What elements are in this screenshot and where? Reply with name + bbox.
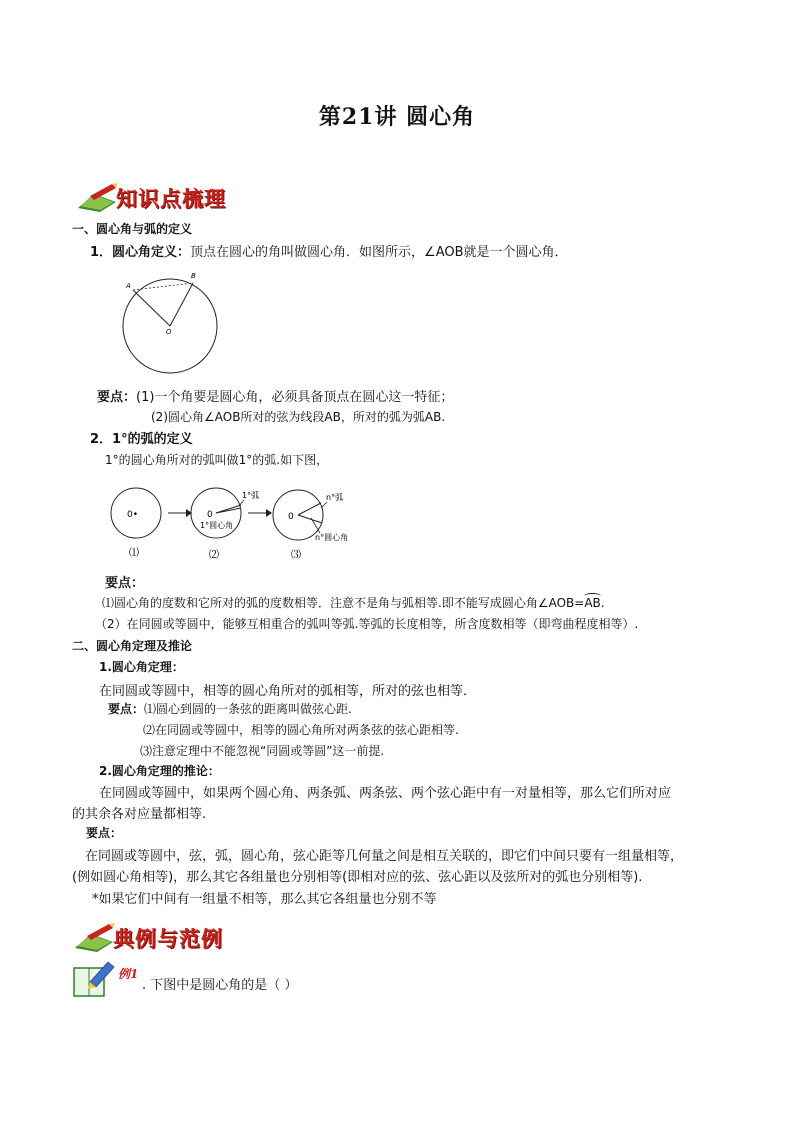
key-label: 要点： [97,390,137,405]
notebook-pencil-icon [72,960,116,998]
theorem-text: 在同圆或等圆中，相等的圆心角所对的弧相等，所对的弦也相等． [99,684,477,699]
theorem-key-3: ⑶注意定理中不能忽视“同圆或等圆”这一前提. [140,744,385,758]
key-3: ⑴圆心角的度数和它所对的弧的度数相等．注意不是角与弧相等.即不能写成圆心角∠AOB= [102,596,585,610]
page-title: 第21讲 圆心角 [318,104,476,130]
corollary-key-3: *如果它们中间有一组量不相等，那么其它各组量也分别不等 [92,892,437,907]
examples-banner [73,920,263,952]
circle3-arc-label: n°弧 [326,493,344,502]
pen-book-icon [76,182,118,212]
section1-heading: 一、圆心角与弧的定义 [72,222,193,236]
arc-ab: AB [584,596,600,610]
label-a: A [126,282,131,290]
key-1: (1)一个角要是圆心角，必须具备顶点在圆心这一特征； [136,390,454,405]
caption-1: ⑴ [129,548,139,559]
key-4: （2）在同圆或等圆中，能够互相重合的弧叫等弧.等弧的长度相等，所含度数相等（即弯曲程度相等）. [95,617,639,631]
key-line-1 [97,386,453,405]
theorem-key-2: ⑵在同圆或等圆中，相等的圆心角所对两条弦的弦心距相等. [143,723,459,737]
circle3-angle-label: n°圆心角 [315,533,349,542]
circle2-angle-label: 1°圆心角 [200,521,234,530]
corollary-text-1: 在同圆或等圆中，如果两个圆心角、两条弧、两条弦、两个弦心距中有一对量相等，那么它们所对应 [99,786,672,801]
knowledge-banner-title: 知识点梳理 [116,187,226,211]
example-1 [72,960,472,1000]
section2-heading: 二、圆心角定理及推论 [72,639,193,653]
circle3-center-label: 0 [288,512,294,522]
example-label: 例1 [118,967,139,981]
corollary-label: 2.圆心角定理的推论： [99,764,220,778]
circle1-center-label: 0• [127,510,139,520]
corollary-key-1: 在同圆或等圆中，弦，弧，圆心角，弦心距等几何量之间是相互关联的，即它们中间只要有一组量相等， [85,849,684,864]
knowledge-banner [76,180,256,212]
pen-book-icon [73,922,115,952]
caption-2: ⑵ [209,550,219,561]
figure-central-angle [115,268,225,378]
key-2: (2)圆心角∠AOB所对的弦为线段AB，所对的弧为弧AB. [151,410,446,424]
examples-banner-title: 典例与范例 [113,927,223,951]
def2-label: 2．1°的弧的定义 [90,432,193,447]
figure-one-degree-arc [108,478,370,564]
label-b: B [191,272,196,280]
circle2-center-label: 0 [207,510,213,520]
corollary-text-2: 的其余各对应量都相等. [72,807,207,822]
circle2-arc-label: 1°弧 [242,491,260,500]
example-question: . 下图中是圆心角的是（ ） [142,978,298,993]
theorem-key-1: ⑴圆心到圆的一条弦的距离叫做弦心距. [144,702,352,716]
key-label-2: 要点： [105,576,145,591]
caption-3: ⑶ [291,550,301,561]
key-3-line: ⑴圆心角的度数和它所对的弧的度数相等．注意不是角与弧相等.即不能写成圆心角∠AOB= AB. [102,594,605,611]
arc-mark [584,593,600,599]
corollary-key-label: 要点： [86,826,123,840]
theorem-label: 1.圆心角定理： [99,660,184,674]
def1-line [90,241,568,260]
def1-label: 1．圆心角定义： [90,245,191,260]
corollary-key-2: (例如圆心角相等)，那么其它各组量也分别相等(即相对应的弦、弦心距以及弦所对的弧也分别相等). [72,870,643,885]
theorem-key-line-1 [108,700,352,717]
def1-text: 顶点在圆心的角叫做圆心角．如图所示，∠AOB就是一个圆心角． [190,245,568,260]
def2-text: 1°的圆心角所对的弧叫做1°的弧.如下图， [105,453,329,467]
theorem-key-label: 要点： [108,702,145,716]
label-o: O [166,328,172,336]
